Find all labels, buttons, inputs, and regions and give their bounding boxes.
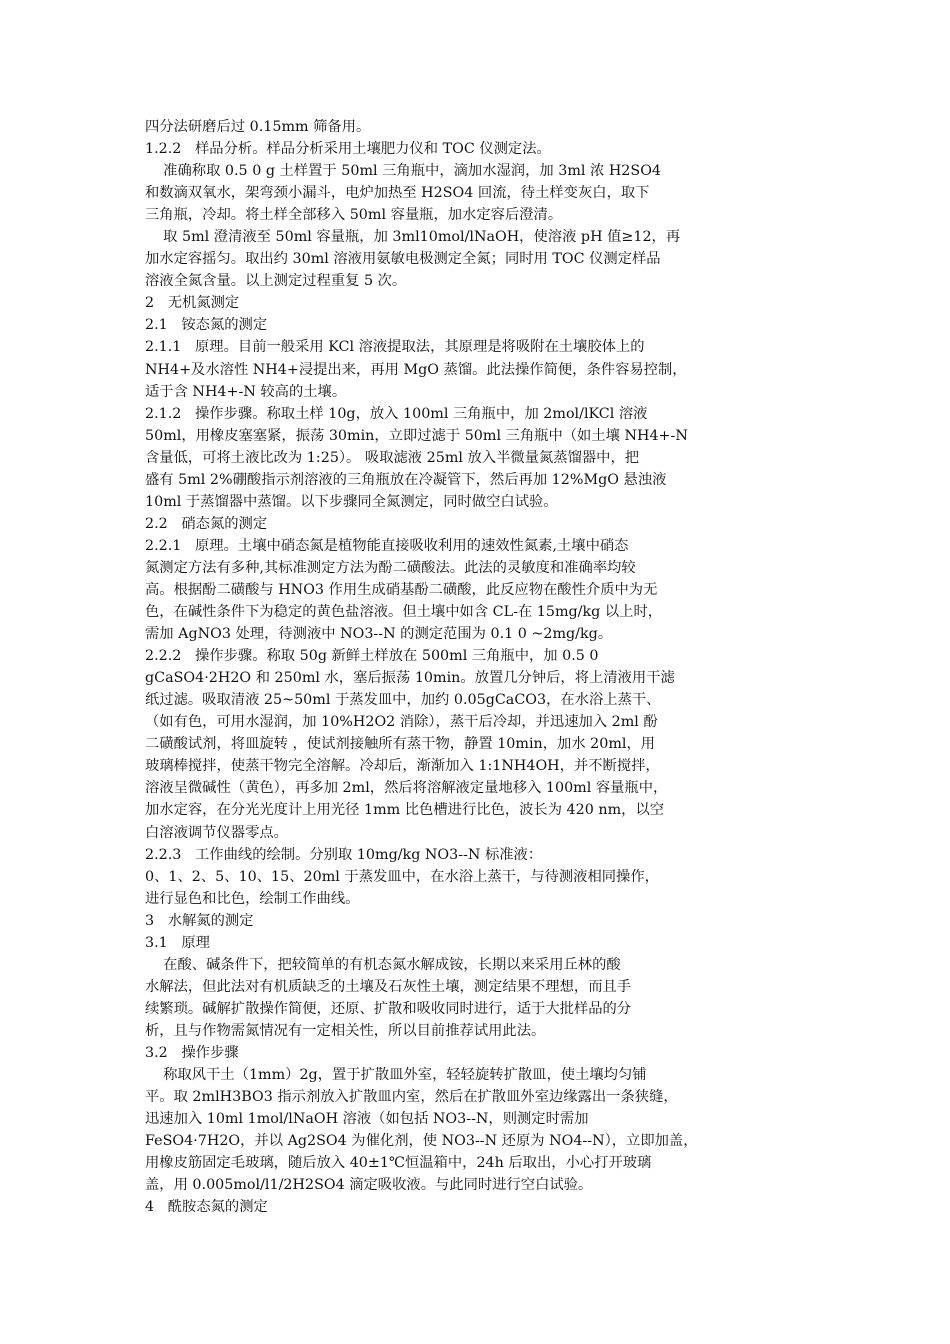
- text-line: （如有色，可用水湿润，加 10%H2O2 消除），蒸干后冷却，并迅速加入 2ml 酚: [145, 714, 658, 731]
- text-line: 盛有 5ml 2%硼酸指示剂溶液的三角瓶放在冷凝管下，然后再加 12%MgO 悬浊液: [145, 471, 667, 488]
- text-line: 适于含 NH4+-N 较高的土壤。: [145, 383, 347, 400]
- text-line: 2.2.2 操作步骤。称取 50g 新鲜土样放在 500ml 三角瓶中，加 0.5 0: [145, 648, 599, 665]
- text-line: 2.1.1 原理。目前一般采用 KCl 溶液提取法，其原理是将吸附在土壤胶体上的: [145, 339, 645, 356]
- section-heading: 3 水解氮的测定: [145, 912, 254, 929]
- text-line: 50ml，用橡皮塞塞紧，振荡 30min，立即过滤于 50ml 三角瓶中（如土壤 NH4+-N: [145, 427, 688, 444]
- text-line: 加水定容摇匀。取出约 30ml 溶液用氨敏电极测定全氮；同时用 TOC 仪测定样品: [145, 251, 661, 268]
- text-line: 高。根据酚二磺酸与 HNO3 作用生成硝基酚二磺酸，此反应物在酸性介质中为无: [145, 581, 658, 598]
- text-line: 用橡皮筋固定毛玻璃，随后放入 40±1℃恒温箱中，24h 后取出，小心打开玻璃: [145, 1155, 652, 1172]
- text-line: 取 5ml 澄清液至 50ml 容量瓶，加 3ml10mol/lNaOH，使溶液 pH 值≥12，再: [145, 229, 681, 246]
- text-line: 溶液呈微碱性（黄色），再多加 2ml，然后将溶解液定量地移入 100ml 容量瓶中，: [145, 780, 668, 797]
- text-line: 二磺酸试剂，将皿旋转 ，使试剂接触所有蒸干物，静置 10min，加水 20ml，用: [145, 736, 656, 753]
- text-line: 盖，用 0.005mol/l1/2H2SO4 滴定吸收液。与此同时进行空白试验。: [145, 1177, 593, 1194]
- text-line: 准确称取 0.5 0 g 土样置于 50ml 三角瓶中，滴加水湿润，加 3ml 浓 H2SO4: [145, 163, 662, 180]
- text-line: 氮测定方法有多种,其标准测定方法为酚二磺酸法。此法的灵敏度和准确率均较: [145, 559, 636, 576]
- text-line: 和数滴双氧水，架弯颈小漏斗，电炉加热至 H2SO4 回流，待土样变灰白，取下: [145, 185, 650, 202]
- text-line: 四分法研磨后过 0.15mm 筛备用。: [145, 119, 371, 135]
- text-line: 2.1.2 操作步骤。称取土样 10g，放入 100ml 三角瓶中，加 2mol/lKCl 溶液: [145, 405, 648, 422]
- text-line: 续繁琐。碱解扩散操作简便，还原、扩散和吸收同时进行，适于大批样品的分: [145, 1000, 632, 1017]
- text-line: 色，在碱性条件下为稳定的黄色盐溶液。但土壤中如含 CL-在 15mg/kg 以上时，: [145, 604, 663, 621]
- document-body: [145, 116, 825, 1218]
- section-heading: 2.2 硝态氮的测定: [145, 515, 268, 532]
- text-line: 白溶液调节仪器零点。: [145, 824, 288, 841]
- text-line: 含量低，可将土液比改为 1:25）。 吸取滤液 25ml 放入半微量氮蒸馏器中，把: [145, 449, 640, 466]
- text-line: gCaSO4·2H2O 和 250ml 水，塞后振荡 10min。放置几分钟后，将上清液用干滤: [145, 670, 675, 687]
- section-heading: 3.1 原理: [145, 934, 210, 951]
- section-heading: 3.2 操作步骤: [145, 1044, 239, 1061]
- section-heading: 2 无机氮测定: [145, 295, 240, 312]
- section-heading: 2.1 铵态氮的测定: [145, 317, 268, 334]
- section-heading: 1.2.2 样品分析。样品分析采用土壤肥力仪和 TOC 仪测定法。: [145, 141, 551, 158]
- text-line: 在酸、碱条件下，把较简单的有机态氮水解成铵，长期以来采用丘林的酸: [145, 956, 621, 973]
- text-line: 玻璃棒搅拌，使蒸干物完全溶解。冷却后，渐渐加入 1:1NH4OH，并不断搅拌，: [145, 758, 660, 775]
- text-line: 2.2.3 工作曲线的绘制。分别取 10mg/kg NO3--N 标准液：: [145, 846, 543, 863]
- text-line: 2.2.1 原理。土壤中硝态氮是植物能直接吸收利用的速效性氮素,土壤中硝态: [145, 537, 629, 554]
- text-line: 析，且与作物需氮情况有一定相关性，所以目前推荐试用此法。: [145, 1022, 546, 1039]
- text-line: 0、1、2、5、10、15、20ml 于蒸发皿中，在水浴上蒸干，与待测液相同操作，: [145, 868, 659, 885]
- text-line: NH4+及水溶性 NH4+浸提出来，再用 MgO 蒸馏。此法操作简便，条件容易控制，: [145, 361, 687, 378]
- text-line: 称取风干土（1mm）2g，置于扩散皿外室，轻轻旋转扩散皿，使土壤均匀铺: [145, 1067, 647, 1084]
- text-line: 需加 AgNO3 处理，待测液中 NO3--N 的测定范围为 0.1 0 ~2mg/kg。: [145, 626, 613, 643]
- text-line: 进行显色和比色，绘制工作曲线。: [145, 890, 360, 907]
- text-line: 溶液全氮含量。以上测定过程重复 5 次。: [145, 273, 407, 290]
- text-line: 加水定容，在分光光度计上用光径 1mm 比色槽进行比色，波长为 420 nm，以空: [145, 802, 665, 819]
- text-line: 三角瓶，冷却。将土样全部移入 50ml 容量瓶，加水定容后澄清。: [145, 207, 563, 224]
- text-line: 水解法，但此法对有机质缺乏的土壤及石灰性土壤，测定结果不理想，而且手: [145, 978, 632, 995]
- text-line: 迅速加入 10ml 1mol/lNaOH 溶液（如包括 NO3--N，则测定时需加: [145, 1111, 589, 1128]
- text-line: 平。取 2mlH3BO3 指示剂放入扩散皿内室，然后在扩散皿外室边缘露出一条狭缝，: [145, 1089, 678, 1106]
- section-heading: 4 酰胺态氮的测定: [145, 1199, 268, 1216]
- text-line: FeSO4·7H2O，并以 Ag2SO4 为催化剂，使 NO3--N 还原为 NO4--N），立即加盖，: [145, 1133, 698, 1150]
- text-line: 10ml 于蒸馏器中蒸馏。以下步骤同全氮测定，同时做空白试验。: [145, 493, 558, 510]
- text-line: 纸过滤。吸取清液 25~50ml 于蒸发皿中，加约 0.05gCaCO3，在水浴上蒸干、: [145, 692, 661, 709]
